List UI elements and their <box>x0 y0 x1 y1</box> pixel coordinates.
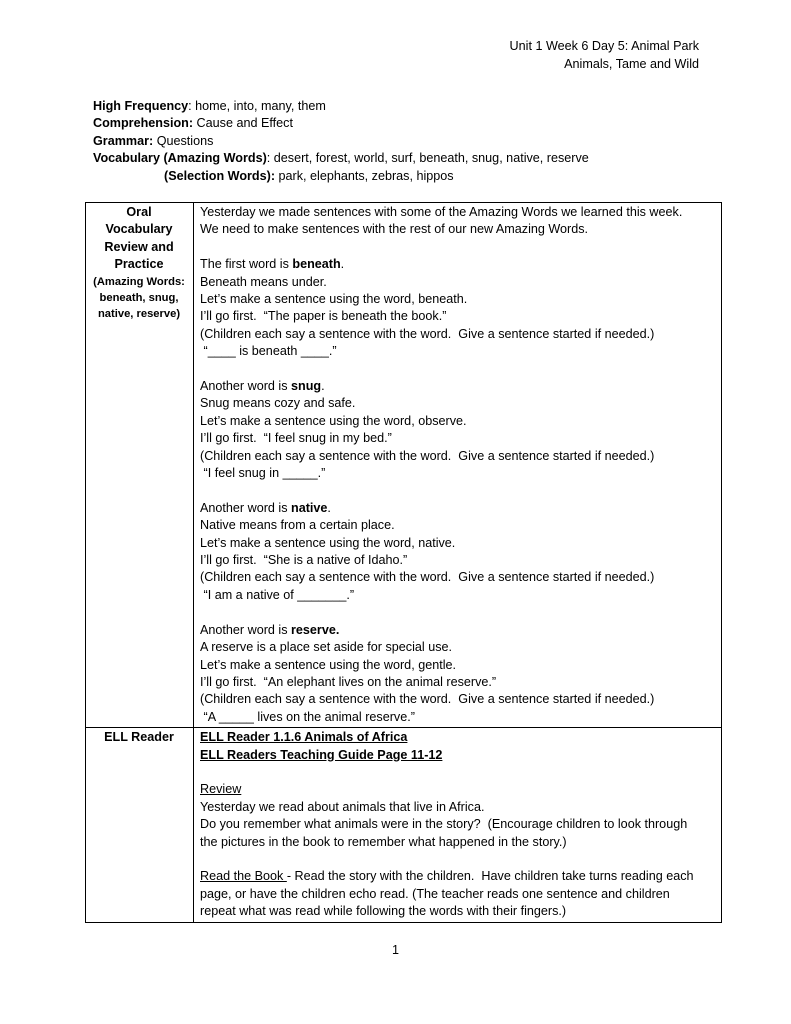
teaching-guide-title: ELL Readers Teaching Guide Page 11-12 <box>200 747 443 762</box>
lesson-plan-table <box>85 202 722 923</box>
read-the-book-line: Read the Book - Read the story with the children. Have children take turns reading each <box>200 869 694 884</box>
ell-reader-content-cell: ELL Reader 1.1.6 Animals of Africa ELL Readers Teaching Guide Page 11-12 Review Yesterday we read about animals that live in Africa. Do you remember what animals were in the story? (Encourage children to look through the pictures in the book to remember what happened in the story.) Read the Book - Read the story with the children. Have children take turns reading each page, or have the children echo read. (The teacher reads one sentence and children repeat what was read while following the words with their fingers.) <box>194 728 722 922</box>
page-header <box>510 37 699 73</box>
selection-words-line: (Selection Words): park, elephants, zebras, hippos <box>164 168 454 183</box>
lesson-skills <box>93 98 589 185</box>
table-row <box>86 203 722 728</box>
reader-title: ELL Reader 1.1.6 Animals of Africa <box>200 730 408 745</box>
word-reserve-heading: Another word is reserve. <box>200 622 340 637</box>
word-snug-heading: Another word is snug. <box>200 379 325 394</box>
oral-vocabulary-content-cell: Yesterday we made sentences with some of the Amazing Words we learned this week. We need to make sentences with the rest of our new Amazing Words. The first word is beneath. Beneath means under. Let’s make a sentence using the word, beneath. I’ll go first. “The paper is beneath the book.” (Children each say a sentence with the word. Give a sentence started if needed.) “____ is beneath ____.” Another word is snug. Snug means cozy and safe. Let’s make a sentence using the word, observe. I’ll go first. “I feel snug in my bed.” (Children each say a sentence with the word. Give a sentence started if needed.) “I feel snug in _____.” Another word is native. Native means from a certain place. Let’s make a sentence using the word, native. I’ll go first. “She is a native of Idaho.” (Children each say a sentence with the word. Give a sentence started if needed.) “I am a native of _______.” Another word is reserve. A reserve is a place set aside for special use. Let’s make a sentence using the word, gentle. I’ll go first. “An elephant lives on the animal reserve.” (Children each say a sentence with the word. Give a sentence started if needed.) “A _____ lives on the animal reserve.” <box>194 203 722 728</box>
ell-reader-label-cell: ELL Reader <box>86 728 194 922</box>
header-story-title: Animals, Tame and Wild <box>564 57 699 71</box>
high-frequency-line: High Frequency: home, into, many, them <box>93 99 326 113</box>
vocabulary-line: Vocabulary (Amazing Words): desert, forest, world, surf, beneath, snug, native, reserve <box>93 151 589 166</box>
table-row <box>86 728 722 922</box>
grammar-line: Grammar: Questions <box>93 133 214 148</box>
word-beneath-heading: The first word is beneath. <box>200 257 345 272</box>
page-number: 1 <box>391 943 399 957</box>
review-heading: Review <box>200 782 242 797</box>
oral-vocabulary-label-cell: Oral Vocabulary Review and Practice (Amazing Words: beneath, snug, native, reserve) <box>86 203 194 728</box>
header-lesson-title: Unit 1 Week 6 Day 5: Animal Park <box>509 39 699 53</box>
word-native-heading: Another word is native. <box>200 500 331 515</box>
comprehension-line: Comprehension: Cause and Effect <box>93 116 293 131</box>
